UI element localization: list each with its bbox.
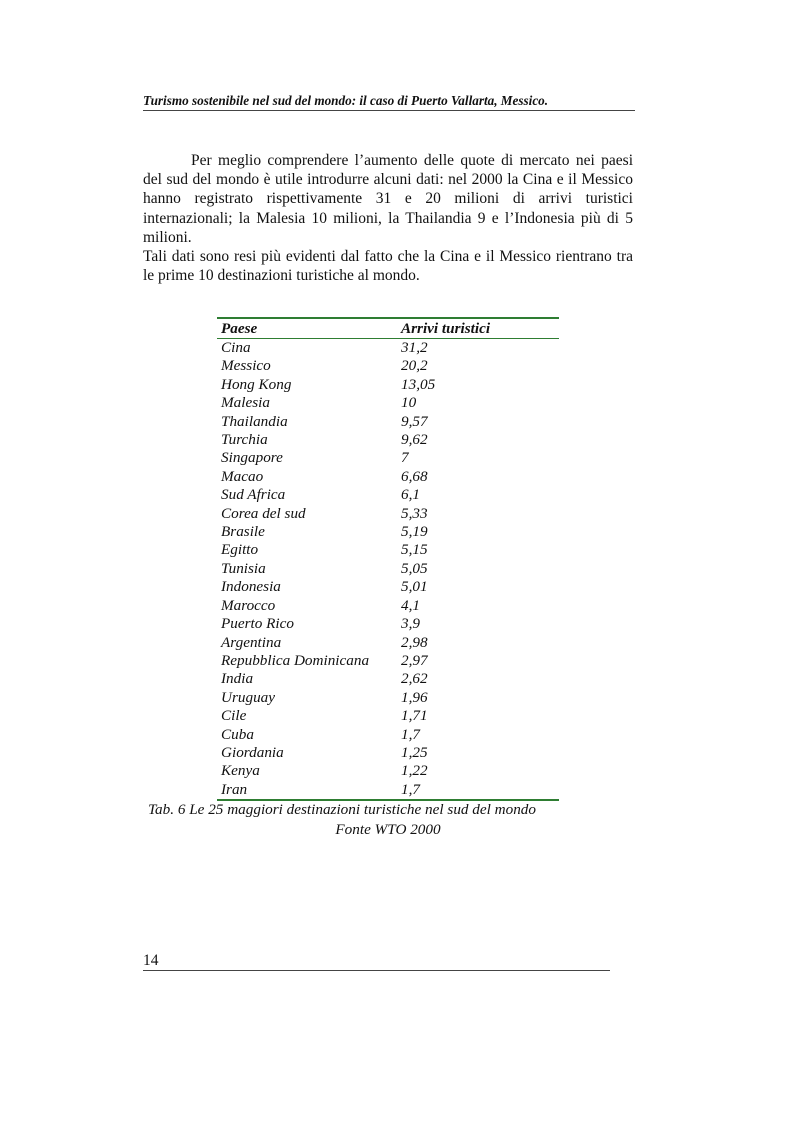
cell-country: Messico	[221, 357, 271, 375]
cell-country: Puerto Rico	[221, 615, 294, 633]
cell-arrivals: 2,98	[401, 633, 428, 651]
table-row	[217, 523, 559, 541]
cell-country: Thailandia	[221, 412, 288, 430]
cell-arrivals: 1,22	[401, 762, 428, 780]
cell-country: Cile	[221, 707, 247, 725]
table-caption	[143, 800, 633, 839]
table-row	[217, 578, 559, 596]
cell-country: Egitto	[221, 541, 259, 559]
cell-arrivals: 9,62	[401, 431, 428, 449]
cell-arrivals: 9,57	[401, 412, 428, 430]
table-row	[217, 357, 559, 375]
table-row	[217, 486, 559, 504]
caption-title: Tab. 6 Le 25 maggiori destinazioni turistiche nel sud del mondo	[148, 801, 536, 818]
table-row	[217, 541, 559, 559]
cell-arrivals: 1,96	[401, 688, 428, 706]
table-row	[217, 597, 559, 615]
paragraph-2: Tali dati sono resi più evidenti dal fatto che la Cina e il Messico rientrano tra le prime 10 destinazioni turistiche al mondo.	[143, 248, 633, 285]
cell-arrivals: 5,05	[401, 559, 428, 577]
cell-arrivals: 20,2	[401, 357, 428, 375]
table-row	[217, 560, 559, 578]
cell-arrivals: 5,19	[401, 523, 428, 541]
cell-country: Iran	[221, 780, 248, 798]
body-text	[143, 151, 633, 285]
cell-arrivals: 13,05	[401, 375, 436, 393]
table-row	[217, 744, 559, 762]
table-row	[217, 762, 559, 780]
cell-country: Sud Africa	[221, 486, 286, 504]
table-row	[217, 615, 559, 633]
cell-arrivals: 2,62	[401, 670, 428, 688]
cell-arrivals: 3,9	[401, 615, 420, 633]
cell-arrivals: 6,68	[401, 467, 428, 485]
table-header-row	[217, 318, 559, 339]
cell-country: India	[221, 670, 254, 688]
cell-arrivals: 1,71	[401, 707, 428, 725]
table-row	[217, 707, 559, 725]
table-row	[217, 449, 559, 467]
destinations-table	[217, 317, 559, 801]
cell-country: Macao	[221, 467, 264, 485]
table-row	[217, 652, 559, 670]
cell-country: Turchia	[221, 431, 268, 449]
page-number: 14	[143, 952, 159, 969]
cell-arrivals: 5,01	[401, 578, 428, 596]
cell-country: Hong Kong	[221, 375, 292, 393]
cell-arrivals: 1,7	[401, 725, 420, 743]
running-header: Turismo sostenibile nel sud del mondo: il caso di Puerto Vallarta, Messico.	[143, 93, 549, 108]
cell-country: Giordania	[221, 743, 284, 761]
cell-country: Marocco	[221, 596, 276, 614]
cell-arrivals: 1,7	[401, 780, 420, 798]
table-row	[217, 339, 559, 358]
cell-arrivals: 6,1	[401, 486, 420, 504]
cell-country: Tunisia	[221, 559, 266, 577]
cell-country: Kenya	[221, 762, 260, 780]
table-row	[217, 431, 559, 449]
cell-arrivals: 1,25	[401, 743, 428, 761]
table-row	[217, 505, 559, 523]
table-body	[217, 339, 559, 801]
table-row	[217, 394, 559, 412]
table-row	[217, 670, 559, 688]
cell-country: Cina	[221, 339, 251, 356]
table-row	[217, 781, 559, 800]
cell-country: Uruguay	[221, 688, 275, 706]
cell-arrivals: 10	[401, 394, 417, 412]
paragraph-1: Per meglio comprendere l’aumento delle quote di mercato nei paesi del sud del mondo è utile introdurre alcuni dati: nel 2000 la Cina e il Messico hanno registrato rispettivamente 31 e 20 milioni di arrivi turistici internazionali; la Malesia 10 milioni, la Thailandia 9 e l’Indonesia più di 5 milioni.	[143, 152, 633, 246]
caption-source: Fonte WTO 2000	[335, 820, 441, 838]
cell-country: Malesia	[221, 394, 270, 412]
header-country: Paese	[221, 320, 258, 337]
cell-arrivals: 7	[401, 449, 409, 467]
cell-country: Indonesia	[221, 578, 281, 596]
cell-country: Repubblica Dominicana	[221, 651, 370, 669]
cell-country: Singapore	[221, 449, 283, 467]
cell-arrivals: 2,97	[401, 651, 428, 669]
header-arrivals: Arrivi turistici	[401, 320, 491, 337]
table-row	[217, 634, 559, 652]
cell-arrivals: 5,33	[401, 504, 428, 522]
cell-arrivals: 31,2	[401, 339, 428, 356]
cell-arrivals: 5,15	[401, 541, 428, 559]
table-row	[217, 413, 559, 431]
cell-country: Cuba	[221, 725, 254, 743]
cell-country: Argentina	[221, 633, 282, 651]
cell-country: Corea del sud	[221, 504, 306, 522]
destinations-table-container	[217, 317, 559, 801]
cell-arrivals: 4,1	[401, 596, 420, 614]
table-row	[217, 689, 559, 707]
table-row	[217, 726, 559, 744]
header-divider	[143, 110, 635, 111]
cell-country: Brasile	[221, 523, 265, 541]
table-row	[217, 468, 559, 486]
footer-divider	[143, 970, 610, 971]
table-row	[217, 376, 559, 394]
